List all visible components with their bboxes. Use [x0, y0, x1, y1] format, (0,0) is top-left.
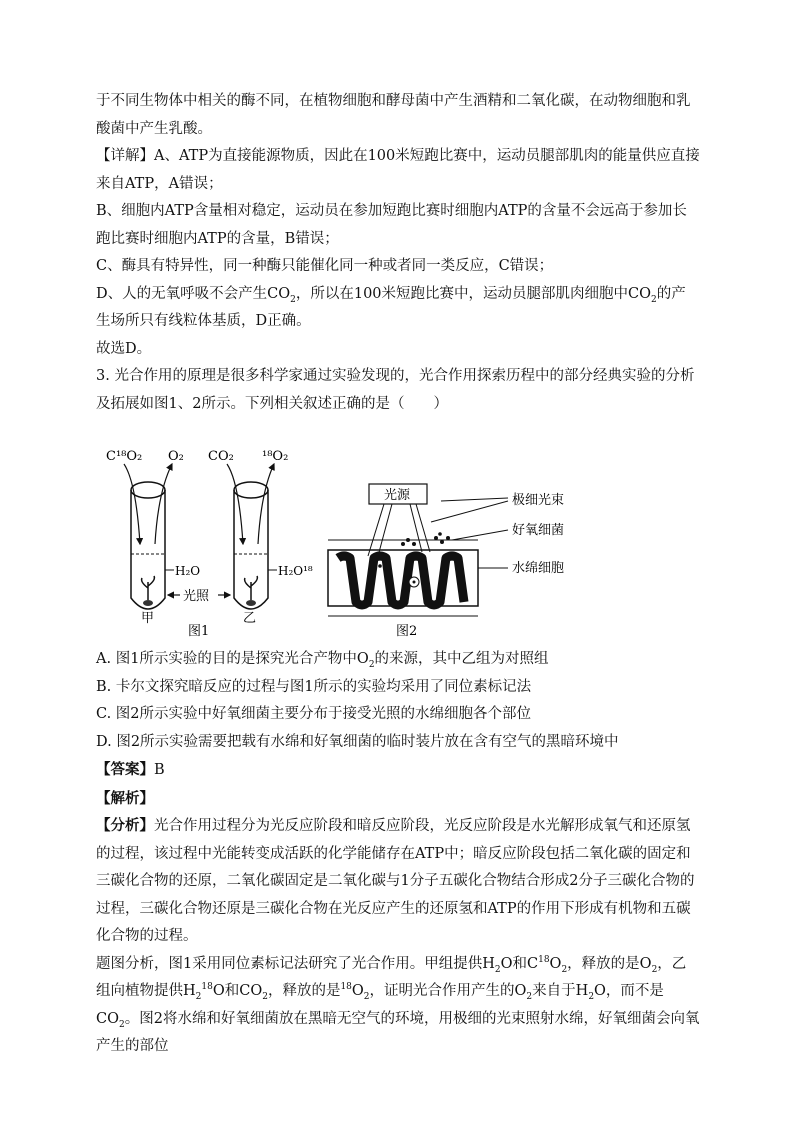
a2-seg1: 题图分析，图1采用同位素标记法研究了光合作用。甲组提供H: [96, 955, 495, 972]
tube2-top-left-label: CO₂: [208, 449, 234, 464]
sub-2: 2: [588, 991, 595, 1002]
a2-seg8: O: [351, 983, 364, 999]
tube2-top-right-label: ¹⁸O₂: [262, 449, 289, 464]
tube1-water-label: H₂O: [175, 564, 201, 578]
bacteria-label: 好氧细菌: [512, 523, 565, 538]
analysis-paragraph-1: [96, 812, 700, 951]
test-tube-1: [124, 464, 174, 609]
detail-d-part1: D、人的无氧呼吸不会产生CO: [96, 285, 291, 302]
sub-2: 2: [290, 294, 296, 305]
tube1-top-left-label: C¹⁸O₂: [106, 449, 143, 464]
document-body: [96, 88, 700, 1061]
a2-seg7: ，释放的是: [267, 983, 341, 999]
analysis-text-1: 光合作用过程分为光反应阶段和暗反应阶段，光反应阶段是水光解形成氧气和还原氢的过程，该过程中光能转变成活跃的化学能储存在ATP中；暗反应阶段包括二氧化碳的固定和三碳化合物的还原，二氧化碳固定是二氧化碳与1分子五碳化合物结合形成2分子三碳化合物的过程，三碳化合物还原是三碳化合物在光反应产生的还原氢和ATP的作用下形成有机物和五碳化合物的过程。: [96, 818, 695, 944]
sub-2: 2: [363, 991, 370, 1002]
sub-2: 2: [368, 659, 375, 670]
figure-experiments: [96, 422, 700, 640]
sup-18: 18: [538, 954, 550, 965]
tube2-water-label: H₂O¹⁸: [278, 564, 313, 578]
analysis-paragraph-2: [96, 951, 700, 1061]
paragraph-intro: 于不同生物体中相关的酶不同，在植物细胞和酵母菌中产生酒精和二氧化碳，在动物细胞和乳酸菌中产生乳酸。: [96, 93, 691, 137]
figure-2-caption: 图2: [396, 624, 418, 639]
detail-a-text: A、ATP为直接能源物质，因此在100米短跑比赛中，运动员腿部肌肉的能量供应直接来自ATP，A错误；: [96, 148, 700, 192]
paragraph-detail-d: [96, 281, 700, 336]
option-a-part1: A. 图1所示实验的目的是探究光合产物中O: [96, 651, 369, 667]
sub-2: 2: [262, 991, 268, 1002]
paragraph-detail-c: C、酶具有特异性，同一种酶只能催化同一种或者同一类反应，C错误；: [96, 258, 554, 274]
answer-tag: 【答案】: [96, 761, 154, 778]
figure-2-drawing: [328, 484, 508, 616]
sub-2: 2: [651, 294, 657, 305]
a2-seg3: O: [549, 955, 562, 972]
light-label: 光照: [183, 589, 210, 604]
option-c: C. 图2所示实验中好氧细菌主要分布于接受光照的水绵细胞各个部位: [96, 706, 532, 722]
a2-seg2: O和C: [500, 955, 539, 972]
figure-1-caption: 图1: [188, 624, 210, 639]
paragraph-choose: 故选D。: [96, 340, 152, 357]
a2-seg4: ，释放的是O: [567, 955, 652, 972]
a2-seg11: O，而不是CO: [96, 983, 664, 1027]
sub-2: 2: [195, 991, 202, 1002]
sub-2: 2: [494, 964, 501, 975]
detail-d-part3: 的产生场所只有线粒体基质，D正确。: [96, 285, 686, 329]
option-a: [96, 646, 700, 674]
answer-value: B: [154, 762, 165, 778]
option-a-part2: 的来源，其中乙组为对照组: [374, 651, 549, 667]
answer-line: [96, 756, 700, 785]
beam-label: 极细光束: [512, 493, 565, 508]
light-source-label: 光源: [384, 488, 411, 503]
a2-seg10: 来自于H: [532, 983, 589, 999]
figure-svg: [96, 422, 700, 640]
sup-18: 18: [201, 982, 213, 993]
tube1-top-right-label: O₂: [168, 449, 184, 464]
question-3: 3. 光合作用的原理是很多科学家通过实验发现的，光合作用探索历程中的部分经典实验的分析及拓展如图1、2所示。下列相关叙述正确的是（ ）: [96, 368, 695, 412]
a2-seg12: 。图2将水绵和好氧细菌放在黑暗无空气的环境，用极细的光束照射水绵，好氧细菌会向氧产生的部位: [96, 1010, 700, 1054]
group-yi-label: 乙: [243, 611, 257, 626]
paragraph-detail-b: B、细胞内ATP含量相对稳定，运动员在参加短跑比赛时细胞内ATP的含量不会远高于参加长跑比赛时细胞内ATP的含量，B错误；: [96, 203, 687, 247]
sup-18: 18: [340, 982, 352, 993]
sub-2: 2: [561, 964, 568, 975]
option-d: D. 图2所示实验需要把载有水绵和好氧细菌的临时装片放在含有空气的黑暗环境中: [96, 733, 619, 750]
option-b: B. 卡尔文探究暗反应的过程与图1所示的实验均采用了同位素标记法: [96, 678, 532, 695]
test-tube-2: [227, 464, 277, 609]
sub-2: 2: [526, 991, 533, 1002]
detail-d-part2: ，所以在100米短跑比赛中，运动员腿部肌肉细胞中CO: [295, 285, 651, 302]
a2-seg5: ，乙组向植物提供H: [96, 955, 687, 999]
sub-2: 2: [118, 1019, 125, 1030]
group-jia-label: 甲: [141, 611, 155, 626]
a2-seg9: ，证明光合作用产生的O: [369, 983, 527, 999]
analysis-tag: 【解析】: [96, 789, 154, 807]
sub-2: 2: [651, 964, 658, 975]
paragraph-detail-a: [96, 143, 700, 198]
analysis-sub-tag: 【分析】: [96, 817, 154, 834]
detail-tag: 【详解】: [96, 148, 154, 164]
a2-seg6: O和CO: [212, 983, 263, 999]
cell-label: 水绵细胞: [512, 561, 565, 576]
